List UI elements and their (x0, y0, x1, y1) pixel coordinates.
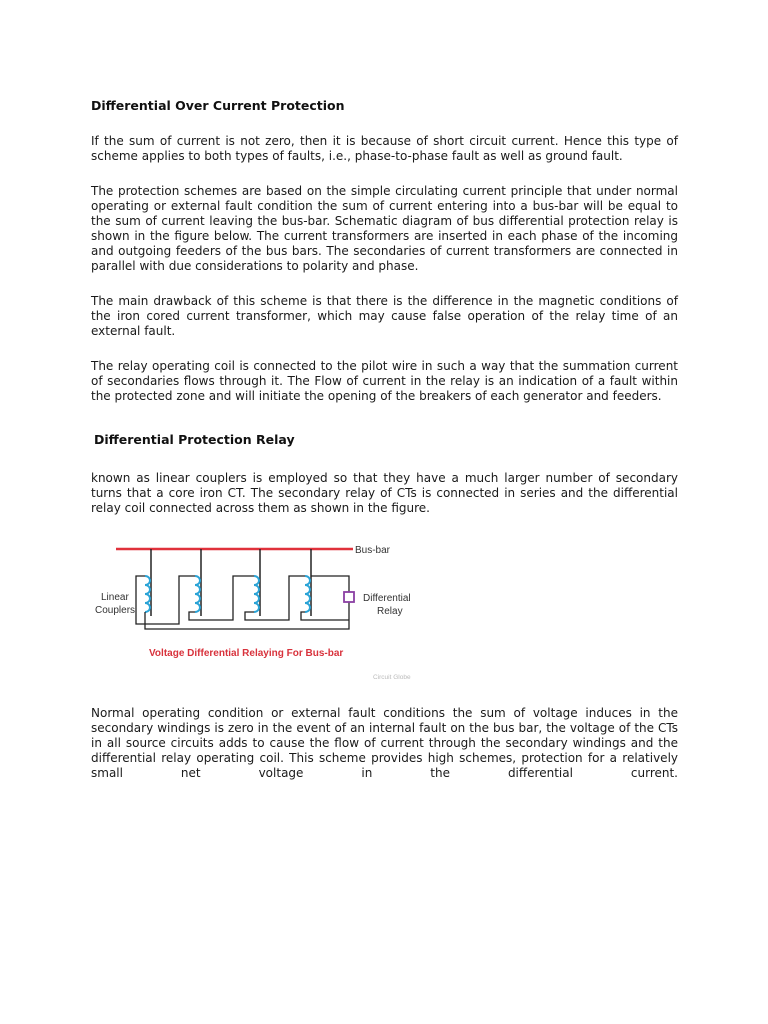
paragraph-2: The protection schemes are based on the simple circulating current principle that under normal operating or external fault condition the sum of current entering into a bus-bar will be equal to the sum of current leaving the bus-bar. Schematic diagram of bus differential protection relay is shown in the figure below. The current transformers are inserted in each phase of the incoming and outgoing feeders of the bus bars. The secondaries of current transformers are connected in parallel with due considerations to polarity and phase. (91, 184, 678, 273)
bus-bar-label: Bus-bar (355, 545, 391, 556)
differential-relay-coil (344, 592, 354, 602)
document-body (91, 98, 678, 801)
linear-coupler-4 (305, 576, 310, 612)
differential-relay-label-line2: Relay (377, 606, 403, 617)
paragraph-5: known as linear couplers is employed so that they have a much larger number of secondary turns that a core iron CT. The secondary relay of CTs is connected in series and the differential relay coil connected across them as shown in the figure. (91, 471, 678, 515)
heading-differential-over-current-protection: Differential Over Current Protection (91, 98, 345, 113)
linear-coupler-1 (145, 576, 150, 612)
paragraph-3: The main drawback of this scheme is that there is the difference in the magnetic conditions of the iron cored current transformer, which may cause false operation of the relay time of an external fault. (91, 294, 678, 338)
linear-couplers-label-line1: Linear (101, 592, 129, 603)
paragraph-1: If the sum of current is not zero, then it is because of short circuit current. Hence this type of scheme applies to both types of faults, i.e., phase-to-phase fault as well as ground fault. (91, 134, 678, 163)
linear-coupler-3 (254, 576, 259, 612)
differential-relay-label-line1: Differential (363, 593, 411, 604)
heading-differential-protection-relay: Differential Protection Relay (94, 432, 295, 447)
series-secondary-wiring (136, 576, 349, 629)
bus-bar-relaying-figure (91, 536, 431, 686)
linear-couplers-label-line2: Couplers (95, 605, 136, 616)
linear-coupler-2 (195, 576, 200, 612)
paragraph-6: Normal operating condition or external fault conditions the sum of voltage induces in the secondary windings is zero in the event of an internal fault on the bus bar, the voltage of the CTs in all source circuits adds to cause the flow of current through the secondary windings and the differential relay operating coil. This scheme provides high schemes, protection for a relatively small net voltage in the differential current. (91, 706, 678, 780)
paragraph-4: The relay operating coil is connected to the pilot wire in such a way that the summation current of secondaries flows through it. The Flow of current in the relay is an indication of a fault within the protected zone and will initiate the opening of the breakers of each generator and feeders. (91, 359, 678, 403)
figure-caption: Voltage Differential Relaying For Bus-bar (149, 648, 344, 659)
watermark: Circuit Globe (373, 674, 411, 681)
bus-bar-diagram (91, 536, 431, 686)
